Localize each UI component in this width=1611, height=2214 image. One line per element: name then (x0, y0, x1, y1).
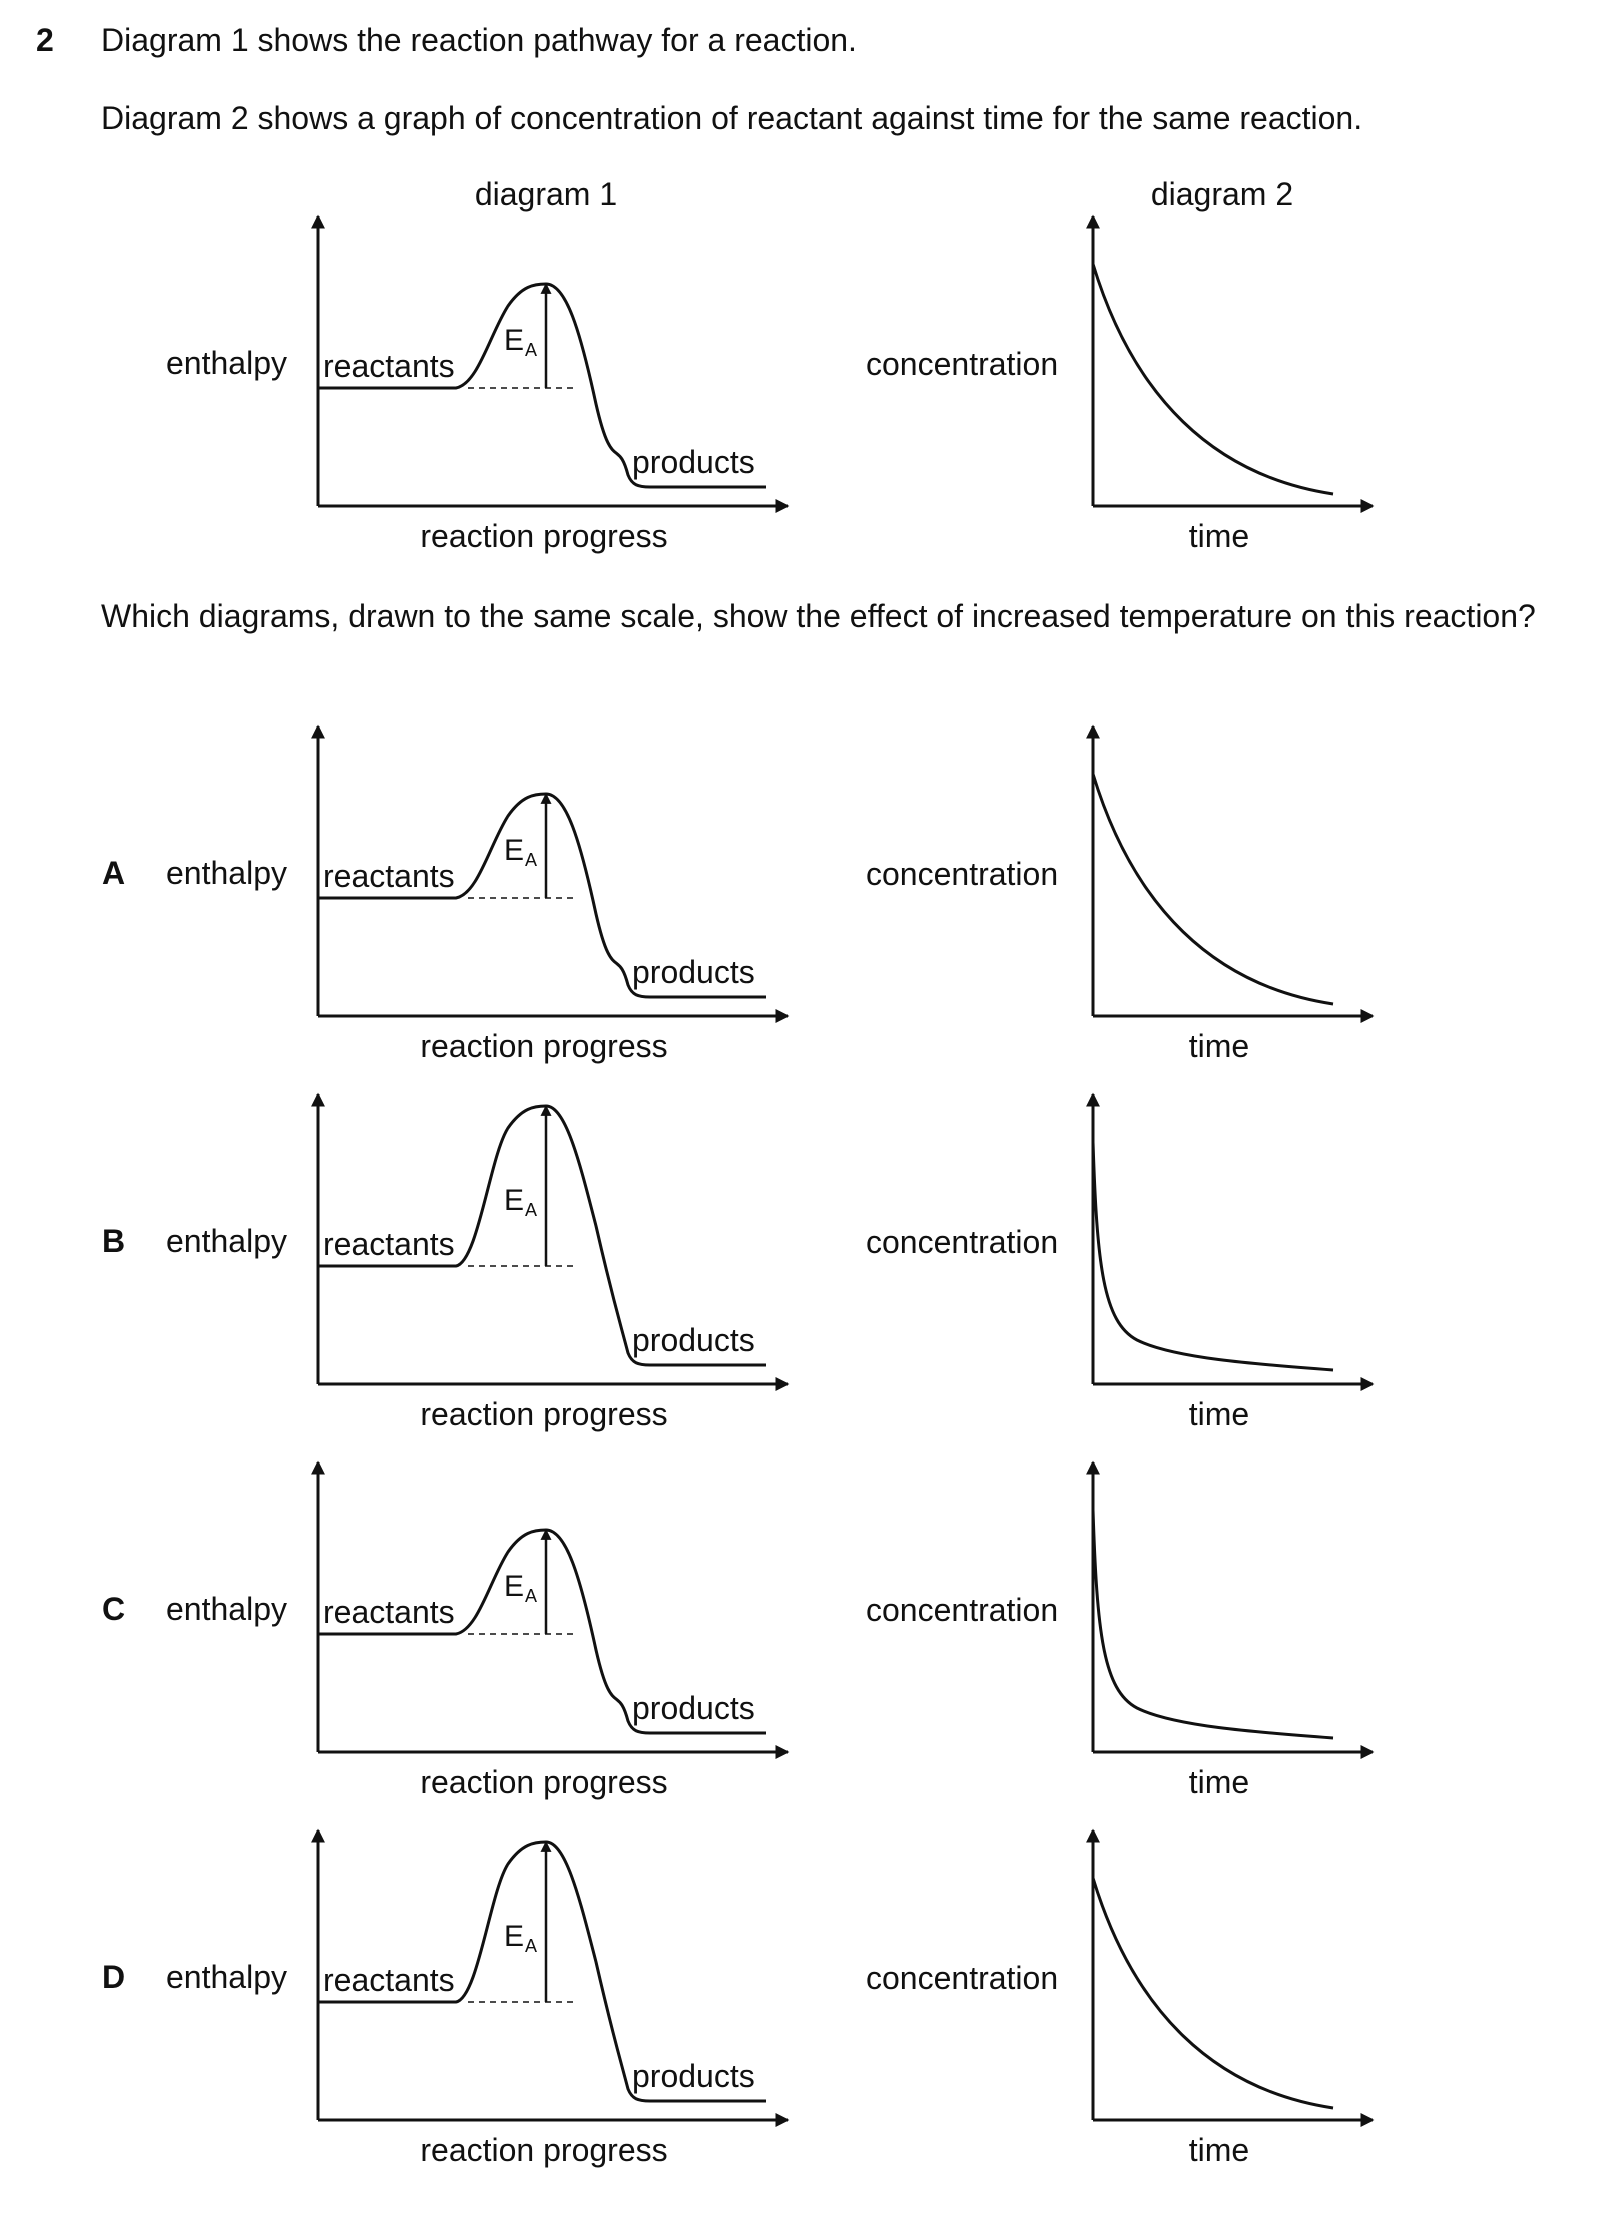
option-b-activation-energy-subscript: A (525, 1200, 538, 1220)
option-b-concentration-curve (1093, 1142, 1333, 1370)
main-products-label: products (632, 444, 755, 480)
option-c-activation-energy-subscript: A (525, 1586, 538, 1606)
diagram-2-title: diagram 2 (1150, 176, 1294, 212)
option-d-letter: D (102, 1959, 126, 1995)
main-time-label: time (1188, 518, 1250, 554)
option-d-time-label: time (1188, 2132, 1250, 2168)
option-a-products-label: products (632, 954, 755, 990)
option-a-concentration-label: concentration (866, 856, 1059, 892)
main-energy-profile-curve (318, 284, 766, 487)
option-a-activation-energy-label: E (504, 834, 525, 867)
option-d-activation-energy-subscript: A (525, 1936, 538, 1956)
option-b-reactants-label: reactants (323, 1226, 455, 1262)
option-c-concentration-label: concentration (866, 1592, 1059, 1628)
option-c-letter: C (102, 1591, 126, 1627)
main-reaction-progress-label: reaction progress (420, 518, 668, 554)
option-b-reaction-progress-label: reaction progress (420, 1396, 668, 1432)
option-b-products-label: products (632, 1322, 755, 1358)
option-c-concentration-curve (1093, 1510, 1333, 1738)
intro-line-2: Diagram 2 shows a graph of concentration of reactant against time for the same reaction. (101, 100, 1363, 136)
option-a-reaction-progress-label: reaction progress (420, 1028, 668, 1064)
option-c-reaction-progress-label: reaction progress (420, 1764, 668, 1800)
option-b-energy-profile-curve (318, 1106, 766, 1365)
option-b-activation-energy-label: E (504, 1184, 525, 1217)
option-b-concentration-label: concentration (866, 1224, 1059, 1260)
option-d-concentration-curve (1093, 1878, 1333, 2108)
question-prompt: Which diagrams, drawn to the same scale, show the effect of increased temperature on this reaction? (101, 598, 1536, 634)
option-a-energy-profile-curve (318, 794, 766, 997)
option-a-enthalpy-label: enthalpy (166, 855, 287, 891)
option-d-reactants-label: reactants (323, 1962, 455, 1998)
option-d-concentration-label: concentration (866, 1960, 1059, 1996)
option-a-concentration-curve (1093, 774, 1333, 1004)
main-activation-energy-subscript: A (525, 340, 538, 360)
main-concentration-curve (1093, 264, 1333, 494)
option-a-letter: A (102, 855, 126, 891)
option-d-reaction-progress-label: reaction progress (420, 2132, 668, 2168)
option-d-activation-energy-label: E (504, 1920, 525, 1953)
option-d-enthalpy-label: enthalpy (166, 1959, 287, 1995)
intro-line-1: Diagram 1 shows the reaction pathway for a reaction. (101, 22, 857, 58)
option-c-time-label: time (1188, 1764, 1250, 1800)
main-enthalpy-label: enthalpy (166, 345, 287, 381)
option-b-letter: B (102, 1223, 126, 1259)
main-activation-energy-label: E (504, 324, 525, 357)
option-c-energy-profile-curve (318, 1530, 766, 1733)
option-a-time-label: time (1188, 1028, 1250, 1064)
option-d-energy-profile-curve (318, 1842, 766, 2101)
diagram-1-title: diagram 1 (474, 176, 618, 212)
option-c-activation-energy-label: E (504, 1570, 525, 1603)
question-number: 2 (36, 22, 54, 58)
option-a-activation-energy-subscript: A (525, 850, 538, 870)
main-concentration-label: concentration (866, 346, 1059, 382)
option-c-reactants-label: reactants (323, 1594, 455, 1630)
option-b-enthalpy-label: enthalpy (166, 1223, 287, 1259)
option-a-reactants-label: reactants (323, 858, 455, 894)
option-c-products-label: products (632, 1690, 755, 1726)
option-b-time-label: time (1188, 1396, 1250, 1432)
option-c-enthalpy-label: enthalpy (166, 1591, 287, 1627)
main-reactants-label: reactants (323, 348, 455, 384)
option-d-products-label: products (632, 2058, 755, 2094)
